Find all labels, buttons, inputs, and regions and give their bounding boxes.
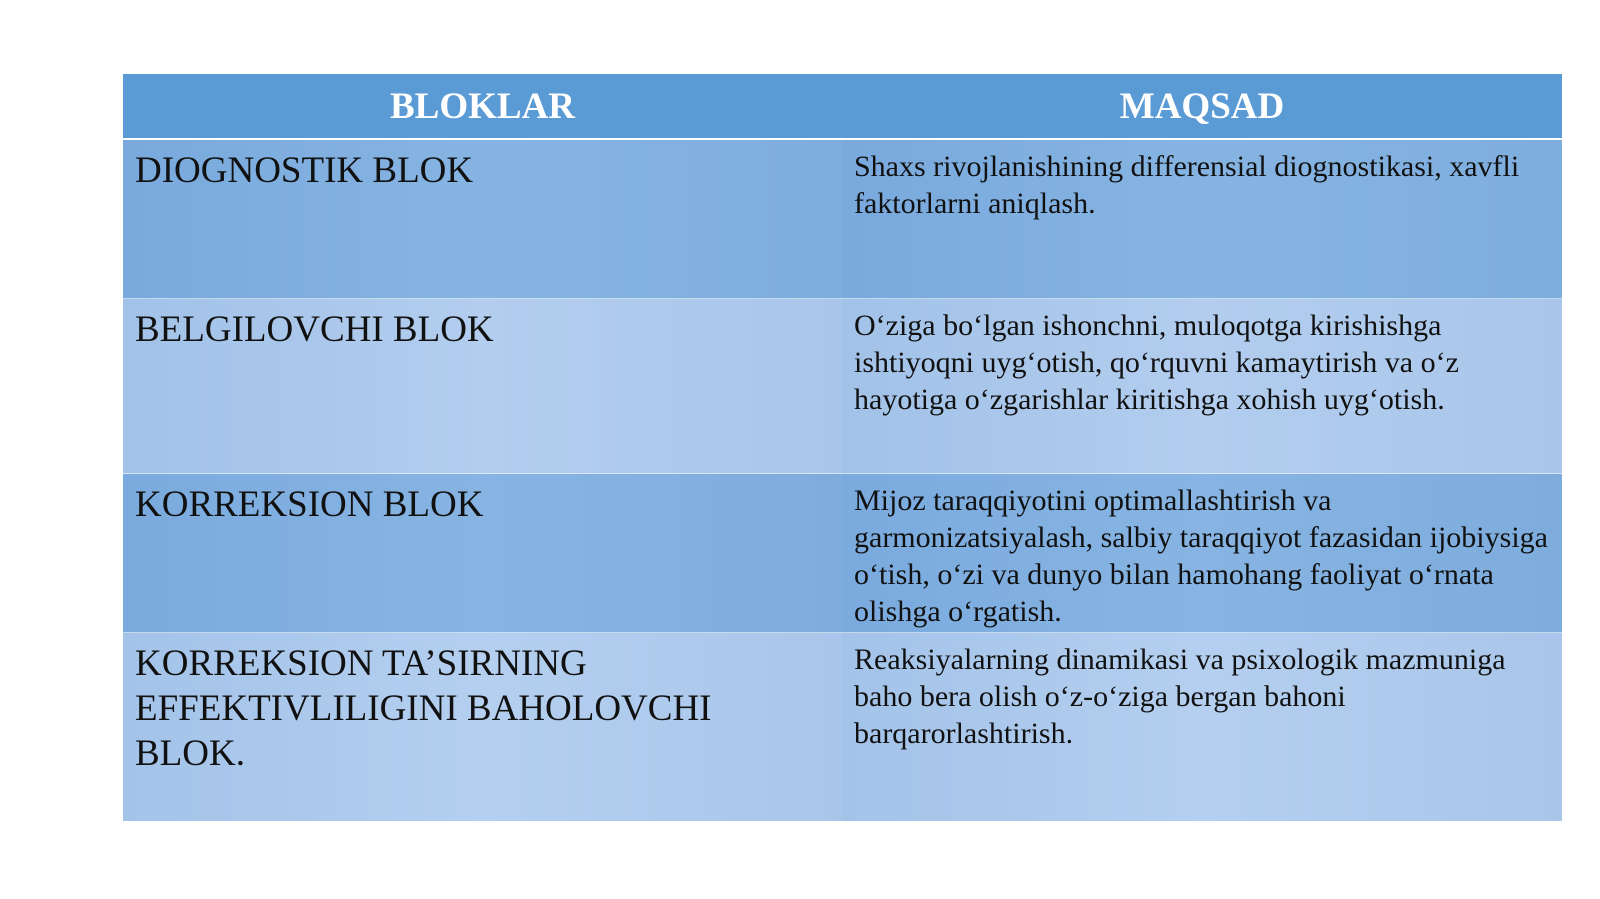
header-row (123, 74, 1562, 139)
header-maqsad: MAQSAD (842, 74, 1562, 139)
block-name-cell: KORREKSION TA’SIRNING EFFEKTIVLILIGINI BAHOLOVCHI BLOK. (123, 633, 842, 822)
table-row (123, 299, 1562, 474)
table-row (123, 139, 1562, 299)
block-name-cell: BELGILOVCHI BLOK (123, 299, 842, 474)
table-header (123, 74, 1562, 139)
block-goal-cell: O‘ziga bo‘lgan ishonchni, muloqotga kirishishga ishtiyoqni uyg‘otish, qo‘rquvni kamaytirish va o‘z hayotiga o‘zgarishlar kiritishga xohish uyg‘otish. (842, 299, 1562, 474)
table-row (123, 633, 1562, 822)
block-name-cell: KORREKSION BLOK (123, 474, 842, 633)
block-goal-cell: Mijoz taraqqiyotini optimallashtirish va garmonizatsiyalash, salbiy taraqqiyot fazasidan ijobiysiga o‘tish, o‘zi va dunyo bilan hamohang faoliyat o‘rnata olishga o‘rgatish. (842, 474, 1562, 633)
block-name-cell: DIOGNOSTIK BLOK (123, 139, 842, 299)
block-goal-cell: Reaksiyalarning dinamikasi va psixologik mazmuniga baho bera olish o‘z-o‘ziga bergan bahoni barqarorlashtirish. (842, 633, 1562, 822)
table-body (123, 139, 1562, 821)
table-row (123, 474, 1562, 633)
header-bloklar: BLOKLAR (123, 74, 842, 139)
blocks-table (123, 74, 1562, 821)
block-goal-cell: Shaxs rivojlanishining differensial diognostikasi, xavfli faktorlarni aniqlash. (842, 139, 1562, 299)
